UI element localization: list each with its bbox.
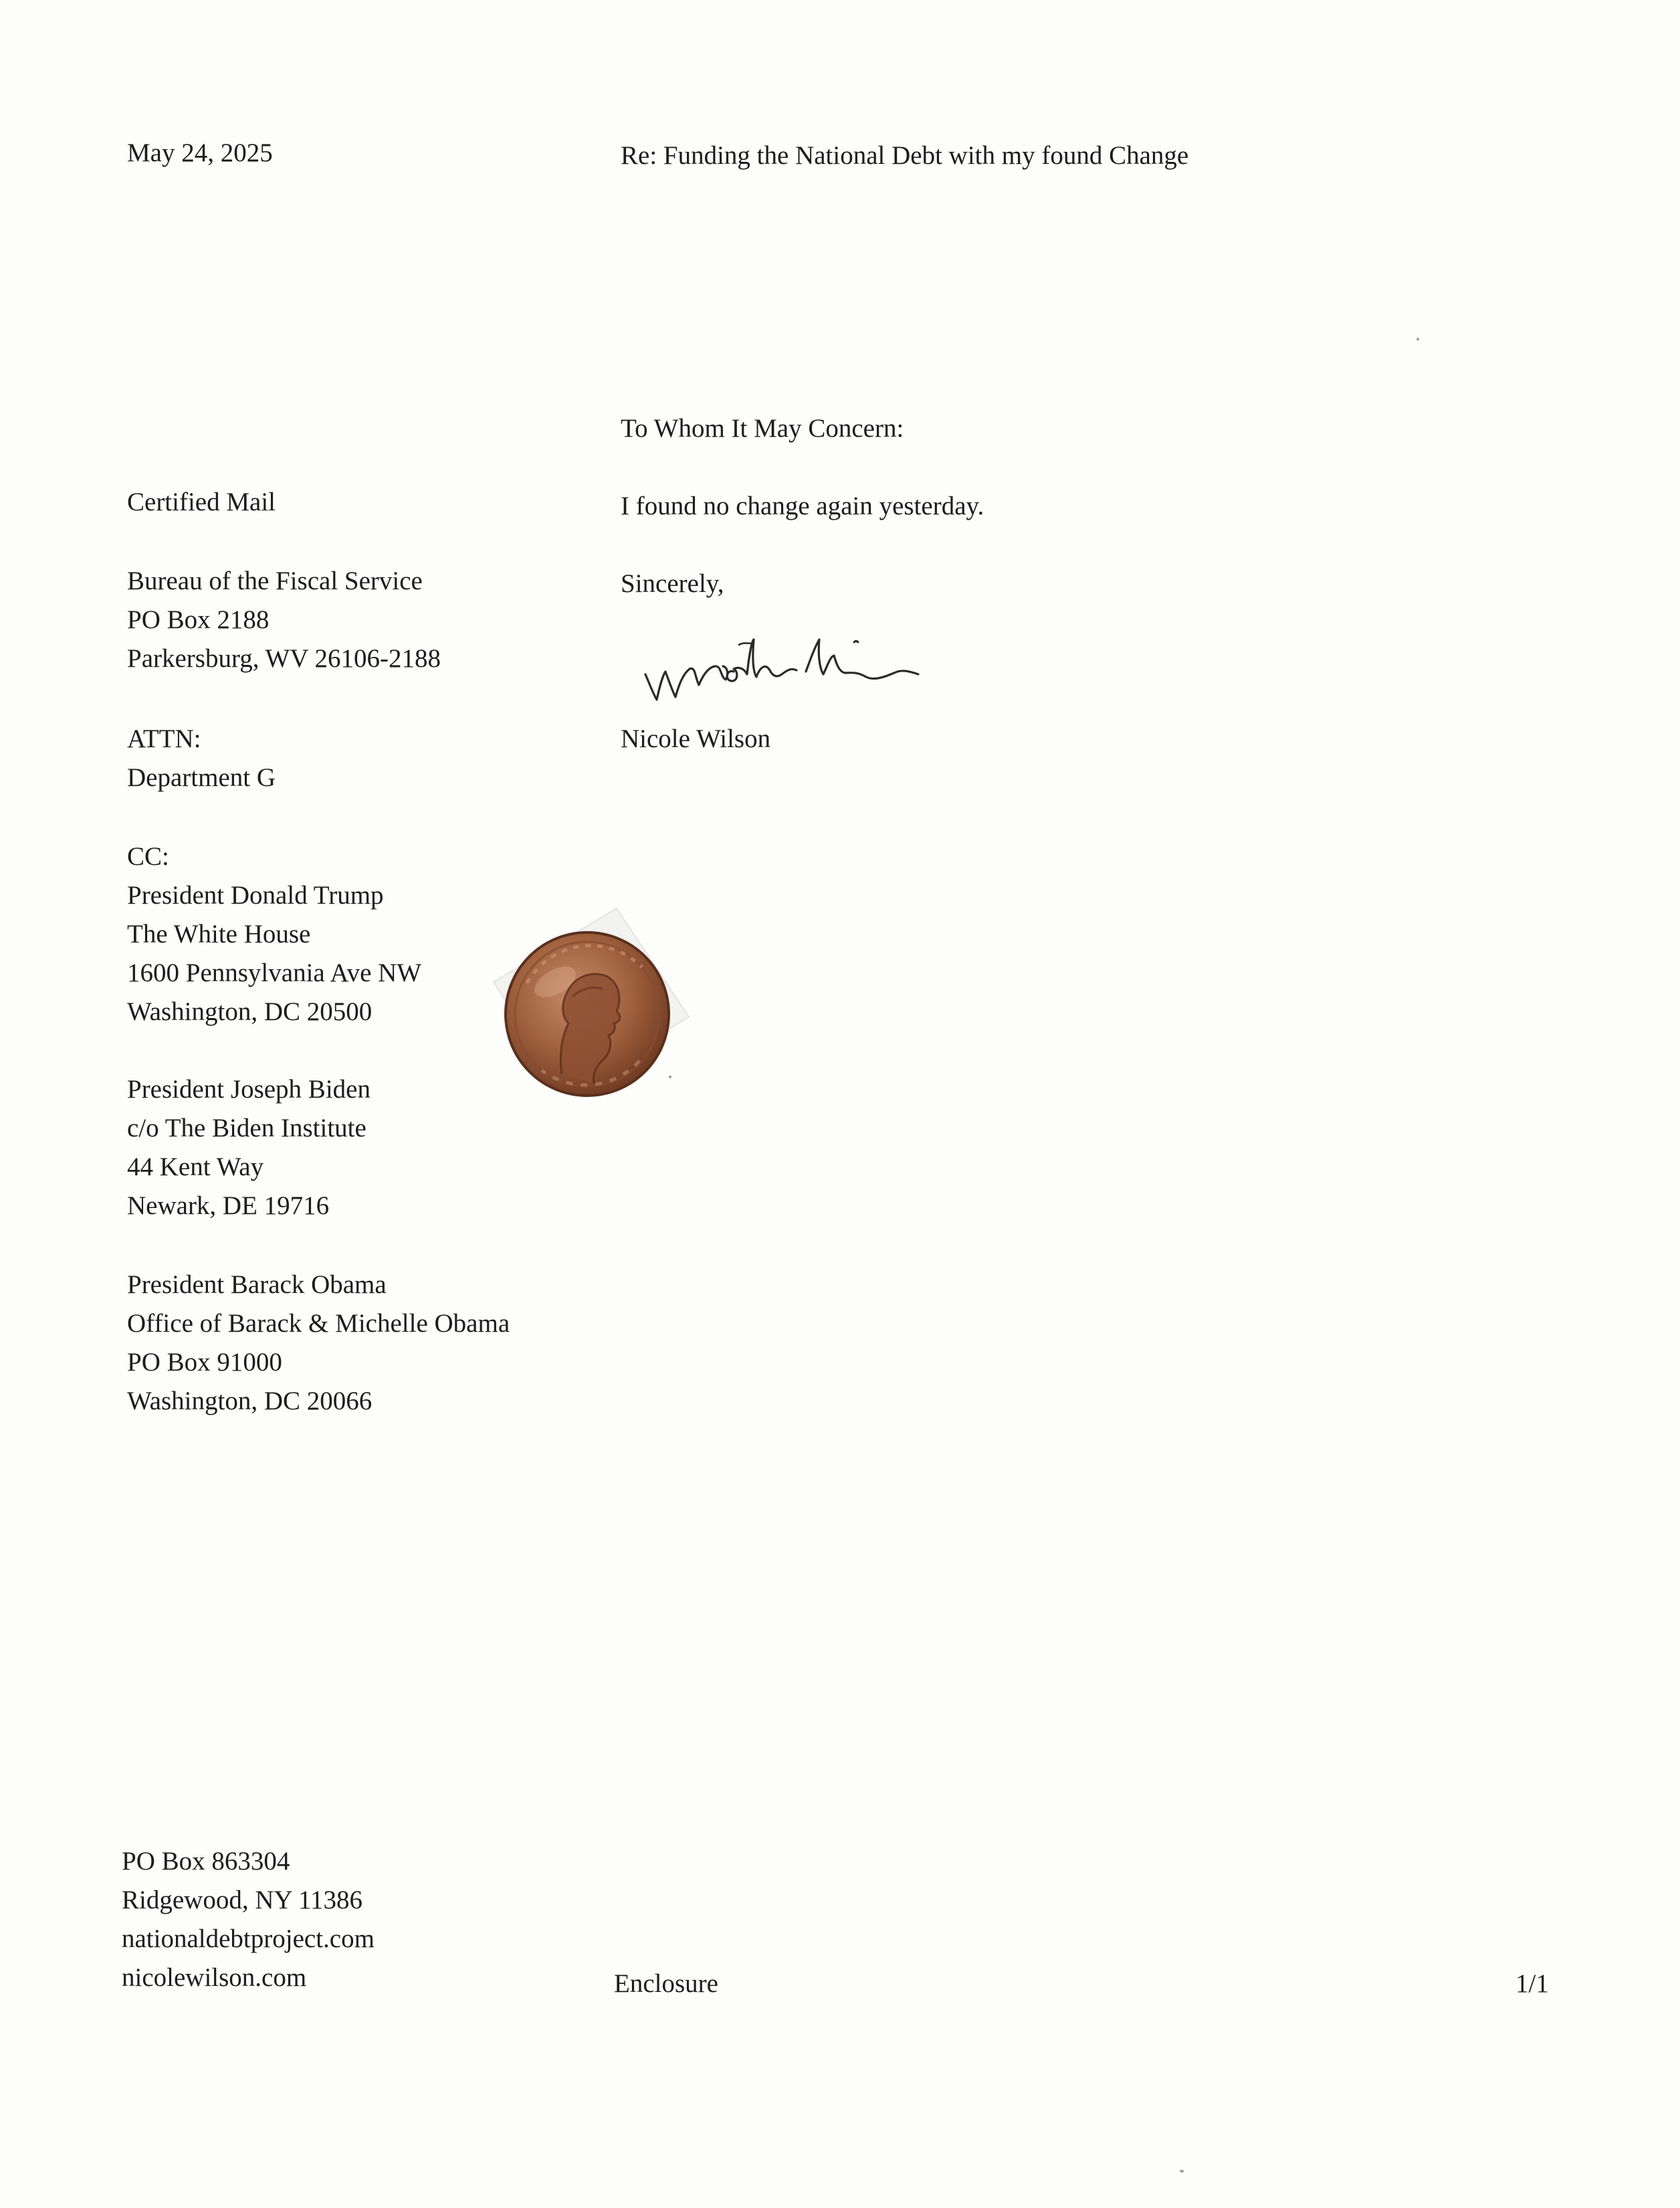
cc-line: President Joseph Biden xyxy=(127,1075,371,1104)
attn-label: ATTN: xyxy=(127,724,201,753)
cc-line: Office of Barack & Michelle Obama xyxy=(127,1309,510,1338)
recipient-address xyxy=(127,562,441,678)
cc-line: Washington, DC 20500 xyxy=(127,997,373,1026)
letter-subject: Re: Funding the National Debt with my found Change xyxy=(621,141,1189,170)
cc-line: PO Box 91000 xyxy=(127,1348,282,1377)
delivery-method: Certified Mail xyxy=(127,488,276,516)
scan-speck xyxy=(669,1076,671,1078)
cc-line: Washington, DC 20066 xyxy=(127,1387,373,1415)
cc-label: CC: xyxy=(127,842,169,871)
salutation: To Whom It May Concern: xyxy=(621,414,904,443)
cc-line: President Barack Obama xyxy=(127,1270,387,1299)
cc-block xyxy=(127,837,421,1031)
sender-line: nationaldebtproject.com xyxy=(122,1924,375,1953)
page-number: 1/1 xyxy=(1515,1969,1549,1998)
sender-line: nicolewilson.com xyxy=(122,1963,307,1992)
cc-line: President Donald Trump xyxy=(127,881,384,910)
handwritten-signature xyxy=(639,602,966,719)
signer-name: Nicole Wilson xyxy=(621,724,771,753)
cc-line: 1600 Pennsylvania Ave NW xyxy=(127,959,422,987)
penny-enclosure xyxy=(461,903,702,1144)
sender-line: PO Box 863304 xyxy=(122,1847,290,1876)
attention-block xyxy=(127,720,276,797)
cc-recipient-block xyxy=(127,1266,510,1421)
scan-speck xyxy=(1416,338,1419,340)
cc-line: Newark, DE 19716 xyxy=(127,1191,330,1220)
cc-line: The White House xyxy=(127,920,311,948)
closing: Sincerely, xyxy=(621,569,724,598)
penny-icon xyxy=(461,903,702,1144)
cc-recipient-block xyxy=(127,1070,371,1225)
cc-line: 44 Kent Way xyxy=(127,1152,264,1181)
address-line: Parkersburg, WV 26106-2188 xyxy=(127,644,441,673)
sender-line: Ridgewood, NY 11386 xyxy=(122,1886,363,1914)
enclosure-label: Enclosure xyxy=(614,1969,718,1998)
address-line: Bureau of the Fiscal Service xyxy=(127,567,423,595)
cc-line: c/o The Biden Institute xyxy=(127,1114,366,1142)
scan-speck xyxy=(1180,2170,1184,2173)
address-line: PO Box 2188 xyxy=(127,605,270,634)
letter-body: I found no change again yesterday. xyxy=(621,492,984,520)
attn-value: Department G xyxy=(127,763,276,792)
sender-address xyxy=(122,1842,375,1997)
letter-date: May 24, 2025 xyxy=(127,138,273,167)
